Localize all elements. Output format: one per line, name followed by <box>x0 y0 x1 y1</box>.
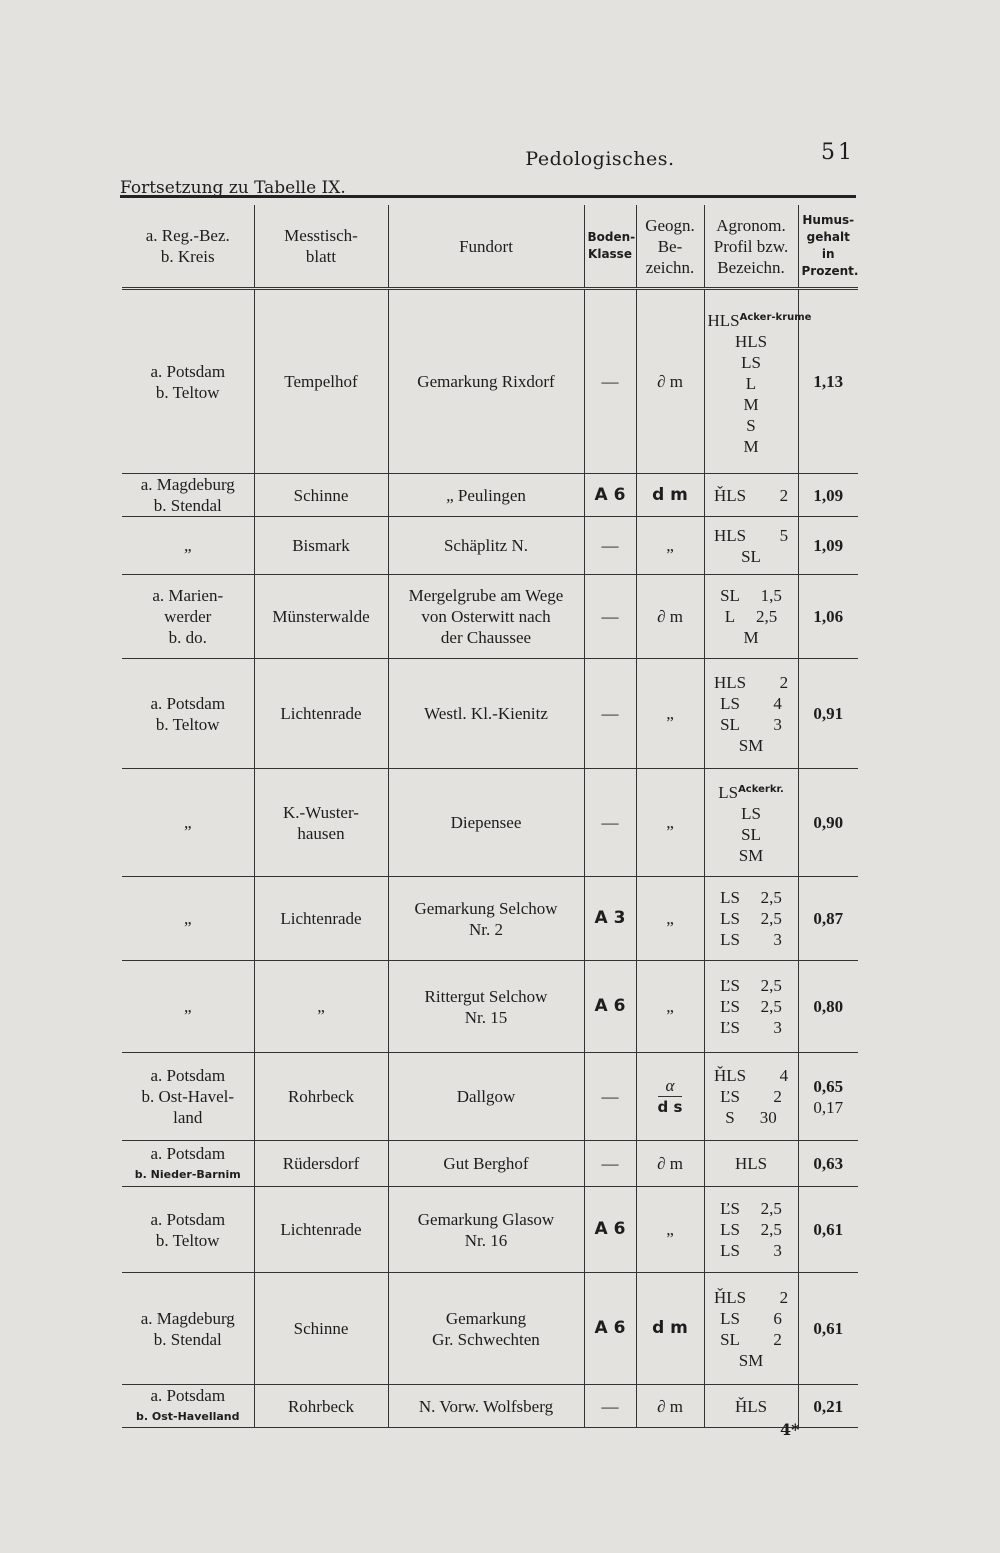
fundort-line: „ Peulingen <box>446 485 526 505</box>
humus-value: 1,13 <box>813 372 844 391</box>
messtisch-line: Schinne <box>293 485 349 505</box>
profil-symbol: ĽS <box>720 1018 740 1037</box>
humus-cell <box>798 877 858 961</box>
profil-symbol: SM <box>738 735 764 755</box>
boden-cell: A 6 <box>584 474 636 517</box>
profil-symbol: SM <box>738 1350 764 1370</box>
profil-cell <box>704 659 798 769</box>
profil-symbol: LS <box>720 888 740 907</box>
humus-value: 1,09 <box>813 485 844 505</box>
profil-symbol: ĽS <box>720 976 740 995</box>
messtisch-line: Bismark <box>292 536 350 555</box>
profil-cell <box>704 1141 798 1187</box>
profil-layer <box>708 1086 795 1107</box>
fundort-cell <box>388 1273 584 1385</box>
messtisch-line: Schinne <box>293 1319 349 1338</box>
profil-layer <box>708 845 795 866</box>
boden-cell: — <box>584 1141 636 1187</box>
profil-symbol: S <box>725 1108 735 1127</box>
profil-symbol: LS <box>741 804 761 823</box>
table-row <box>122 575 858 659</box>
humus-cell <box>798 1053 858 1141</box>
profil-cell <box>704 575 798 659</box>
profil-cell <box>704 474 798 517</box>
profil-symbol: HLS <box>713 525 747 545</box>
messtisch-cell <box>254 517 388 575</box>
table-body <box>122 289 858 1428</box>
profil-depth: 3 <box>773 1241 782 1260</box>
profil-cell <box>704 1187 798 1273</box>
geogn-numerator: α <box>658 1076 683 1097</box>
humus-cell <box>798 575 858 659</box>
messtisch-line: „ <box>317 997 325 1016</box>
kreis-line: b. Teltow <box>155 714 220 734</box>
profil-depth: 1,5 <box>760 586 782 605</box>
boden-cell: — <box>584 575 636 659</box>
humus-cell <box>798 1273 858 1385</box>
kreis-cell <box>122 1187 254 1273</box>
profil-layer <box>708 331 795 352</box>
profil-layer <box>708 824 795 845</box>
page-header <box>120 140 860 200</box>
page-number: 51 <box>821 140 855 165</box>
profil-cell <box>704 1053 798 1141</box>
profil-depth: 2,5 <box>760 997 782 1016</box>
fundort-cell <box>388 1141 584 1187</box>
profil-depth: 2 <box>773 1329 782 1349</box>
profil-layer <box>708 975 795 996</box>
profil-depth: 4 <box>779 1066 789 1085</box>
fundort-cell <box>388 575 584 659</box>
fundort-line: Diepensee <box>450 813 522 832</box>
geogn-cell: ∂ m <box>636 575 704 659</box>
table-row <box>122 1141 858 1187</box>
fundort-line: Gemarkung Glasow <box>417 1209 555 1229</box>
messtisch-cell <box>254 659 388 769</box>
kreis-cell <box>122 1053 254 1141</box>
profil-layer <box>708 1287 795 1308</box>
geogn-cell: „ <box>636 1187 704 1273</box>
col-geogn-header: Geogn. Be- zeichn. <box>636 205 704 289</box>
table-row <box>122 289 858 474</box>
geogn-cell: ∂ m <box>636 1141 704 1187</box>
humus-cell <box>798 1385 858 1428</box>
kreis-line: a. Potsdam <box>150 1066 226 1085</box>
humus-value: 0,21 <box>813 1396 844 1416</box>
profil-symbol: SL <box>720 714 740 734</box>
boden-cell: A 3 <box>584 877 636 961</box>
profil-cell <box>704 517 798 575</box>
humus-value: 0,80 <box>813 997 844 1016</box>
messtisch-cell <box>254 1273 388 1385</box>
geogn-cell: „ <box>636 961 704 1053</box>
fundort-line: Nr. 15 <box>464 1007 508 1027</box>
profil-symbol: ĽS <box>720 997 740 1016</box>
running-head: Pedologisches. <box>525 148 675 170</box>
profil-depth: 3 <box>773 1018 782 1037</box>
profil-layer <box>707 307 812 331</box>
messtisch-line: Lichtenrade <box>280 704 362 723</box>
profil-layer <box>708 394 795 415</box>
boden-cell: — <box>584 517 636 575</box>
profil-depth: 5 <box>779 525 789 545</box>
table-row <box>122 474 858 517</box>
profil-depth: 3 <box>773 930 782 949</box>
fundort-line: Schäplitz N. <box>443 536 529 555</box>
geogn-cell: ∂ m <box>636 289 704 474</box>
humus-cell <box>798 1187 858 1273</box>
profil-symbol: ĽS <box>720 1087 740 1106</box>
profil-layer <box>708 1153 795 1174</box>
profil-layer <box>708 436 795 457</box>
profil-layer <box>708 352 795 373</box>
profil-depth: 2,5 <box>760 1220 782 1239</box>
geogn-fraction <box>658 1076 683 1117</box>
geogn-cell: „ <box>636 517 704 575</box>
profil-layer <box>708 1198 795 1219</box>
humus-cell <box>798 659 858 769</box>
profil-symbol: HLS <box>707 310 740 330</box>
fundort-cell <box>388 769 584 877</box>
messtisch-cell <box>254 1053 388 1141</box>
messtisch-line: Lichtenrade <box>280 909 362 928</box>
col-fundort-header: Fundort <box>388 205 584 289</box>
table-row <box>122 1187 858 1273</box>
profil-symbol: LS <box>720 1220 740 1239</box>
profil-symbol: HLS <box>734 331 768 351</box>
profil-symbol: ȞLS <box>734 1396 768 1416</box>
profil-depth: 2 <box>779 485 789 505</box>
boden-cell: — <box>584 289 636 474</box>
profil-depth: 2,5 <box>755 607 778 626</box>
profil-layer <box>708 908 795 929</box>
kreis-line: „ <box>183 997 192 1016</box>
fundort-line: Westl. Kl.-Kienitz <box>424 704 548 723</box>
kreis-line: a. Potsdam <box>150 693 226 713</box>
kreis-line: „ <box>183 909 192 928</box>
profil-symbol: LS <box>720 693 740 713</box>
kreis-line: land <box>173 1108 203 1127</box>
profil-cell <box>704 769 798 877</box>
profil-depth: 2 <box>779 1287 789 1307</box>
fundort-line: Gemarkung <box>445 1308 527 1328</box>
humus-value: 1,09 <box>813 536 844 555</box>
boden-cell: A 6 <box>584 1273 636 1385</box>
profil-layer <box>708 485 795 506</box>
kreis-line: a. Potsdam <box>150 1386 226 1405</box>
kreis-cell <box>122 769 254 877</box>
kreis-line: werder <box>164 607 212 626</box>
profil-depth: 4 <box>773 693 782 713</box>
messtisch-cell <box>254 769 388 877</box>
fundort-cell <box>388 517 584 575</box>
messtisch-cell <box>254 1141 388 1187</box>
col-humus-header: Humus- gehalt in Prozent. <box>798 205 858 289</box>
profil-symbol: LS <box>720 909 740 928</box>
fundort-line: Nr. 16 <box>464 1230 508 1250</box>
humus-cell <box>798 769 858 877</box>
messtisch-line: Tempelhof <box>284 372 358 391</box>
profil-layer <box>708 1308 795 1329</box>
messtisch-line: K.-Wuster- <box>283 802 359 822</box>
fundort-line: Gemarkung Selchow <box>414 898 558 918</box>
profil-symbol: M <box>743 394 759 414</box>
profil-depth: 2 <box>773 1087 782 1106</box>
messtisch-cell <box>254 1385 388 1428</box>
profil-layer <box>708 672 795 693</box>
fundort-line: Nr. 2 <box>469 919 503 939</box>
profil-symbol: HLS <box>713 672 747 692</box>
table-row <box>122 1273 858 1385</box>
humus-cell <box>798 517 858 575</box>
profil-symbol: ĽS <box>720 1199 740 1218</box>
table-row <box>122 659 858 769</box>
profil-depth: 30 <box>759 1108 777 1127</box>
kreis-line: a. Potsdam <box>150 1143 226 1163</box>
profil-symbol: L <box>745 373 757 393</box>
boden-cell: — <box>584 769 636 877</box>
kreis-cell <box>122 659 254 769</box>
humus-cell <box>798 1141 858 1187</box>
profil-symbol: HLS <box>734 1154 768 1173</box>
kreis-line: b. Teltow <box>155 1230 220 1250</box>
messtisch-line: hausen <box>297 823 345 843</box>
profil-layer <box>708 1329 795 1350</box>
profil-layer <box>708 1396 795 1417</box>
profil-layer <box>708 803 795 824</box>
profil-layer <box>708 1065 795 1086</box>
messtisch-cell <box>254 474 388 517</box>
kreis-line: b. Nieder-Barnim <box>134 1167 241 1181</box>
humus-value: 0,61 <box>813 1220 844 1239</box>
profil-depth: 2,5 <box>760 976 782 995</box>
messtisch-cell <box>254 289 388 474</box>
boden-cell: — <box>584 1385 636 1428</box>
fundort-cell <box>388 1053 584 1141</box>
kreis-cell <box>122 289 254 474</box>
profil-layer <box>708 887 795 908</box>
profil-layer <box>708 525 795 546</box>
geogn-cell: ∂ m <box>636 1385 704 1428</box>
kreis-line: a. Marien- <box>152 586 224 605</box>
humus-value: 0,17 <box>813 1097 844 1117</box>
kreis-cell <box>122 877 254 961</box>
profil-layer <box>708 1350 795 1371</box>
profil-symbol: SL <box>741 825 761 844</box>
boden-cell: A 6 <box>584 961 636 1053</box>
profil-layer <box>708 373 795 394</box>
table-row <box>122 877 858 961</box>
table-header-row <box>122 205 858 289</box>
fundort-line: von Osterwitt nach <box>421 607 551 626</box>
profil-layer <box>708 1107 795 1128</box>
boden-cell: — <box>584 659 636 769</box>
profil-symbol: LS <box>720 1241 740 1260</box>
profil-symbol: LS <box>720 930 740 949</box>
kreis-cell <box>122 1141 254 1187</box>
kreis-cell <box>122 575 254 659</box>
humus-cell <box>798 961 858 1053</box>
kreis-line: „ <box>183 536 192 555</box>
table-row <box>122 517 858 575</box>
profil-cell <box>704 1273 798 1385</box>
table-row <box>122 961 858 1053</box>
fundort-line: Gemarkung Rixdorf <box>417 372 555 391</box>
profil-symbol: SM <box>738 846 764 865</box>
profil-cell <box>704 877 798 961</box>
kreis-line: b. Stendal <box>153 1329 222 1349</box>
kreis-line: a. Magdeburg <box>140 475 235 494</box>
fundort-line: Rittergut Selchow <box>424 986 548 1006</box>
humus-value: 0,61 <box>813 1319 844 1338</box>
messtisch-line: Rohrbeck <box>287 1396 355 1416</box>
fundort-cell <box>388 1187 584 1273</box>
profil-layer <box>708 1240 795 1261</box>
messtisch-line: Münsterwalde <box>272 607 370 626</box>
profil-layer <box>708 585 795 606</box>
kreis-line: a. Potsdam <box>150 361 226 381</box>
profil-symbol: M <box>743 628 759 647</box>
messtisch-cell <box>254 877 388 961</box>
messtisch-line: Rüdersdorf <box>282 1154 360 1173</box>
messtisch-cell <box>254 575 388 659</box>
profil-depth: 2,5 <box>760 888 782 907</box>
geogn-cell: d m <box>636 474 704 517</box>
geogn-denominator: d s <box>657 1098 683 1116</box>
profil-layer <box>708 606 795 627</box>
profil-layer <box>708 693 795 714</box>
kreis-line: b. do. <box>168 628 207 647</box>
profil-symbol: ȞLS <box>713 1287 747 1307</box>
kreis-line: a. Potsdam <box>150 1209 226 1229</box>
boden-cell: — <box>584 1053 636 1141</box>
profil-layer <box>708 1017 795 1038</box>
humus-cell <box>798 474 858 517</box>
profil-layer <box>708 714 795 735</box>
profil-depth: 3 <box>773 714 782 734</box>
profil-depth: 6 <box>773 1308 782 1328</box>
humus-value: 0,87 <box>813 909 844 928</box>
kreis-line: b. Ost-Havel- <box>141 1087 235 1106</box>
messtisch-line: Rohrbeck <box>287 1087 355 1106</box>
fundort-cell <box>388 289 584 474</box>
profil-layer <box>708 627 795 648</box>
top-rule <box>120 195 856 198</box>
profil-symbol: L <box>724 607 736 626</box>
profil-cell <box>704 289 812 474</box>
geogn-cell <box>636 1053 704 1141</box>
fundort-cell <box>388 659 584 769</box>
profil-cell <box>704 961 798 1053</box>
profil-symbol: SL <box>741 546 761 566</box>
kreis-line: a. Magdeburg <box>140 1308 235 1328</box>
geogn-cell: „ <box>636 659 704 769</box>
profil-layer <box>708 546 795 567</box>
profil-note: Ackerkr. <box>738 784 784 795</box>
kreis-cell <box>122 1273 254 1385</box>
col-kreis-header: a. Reg.-Bez. b. Kreis <box>122 205 254 289</box>
messtisch-cell <box>254 1187 388 1273</box>
profil-symbol: M <box>743 436 759 456</box>
table-row <box>122 769 858 877</box>
kreis-line: „ <box>183 813 192 832</box>
profil-symbol: ȞLS <box>713 485 747 505</box>
table-continuation-label: Fortsetzung zu Tabelle IX. <box>120 178 346 198</box>
col-boden-header: Boden- Klasse <box>584 205 636 289</box>
profil-layer <box>708 735 795 756</box>
profil-layer <box>708 779 795 803</box>
table-row <box>122 1385 858 1428</box>
kreis-cell <box>122 961 254 1053</box>
fundort-line: der Chaussee <box>440 628 532 647</box>
humus-value: 1,06 <box>813 607 844 626</box>
geogn-cell: „ <box>636 877 704 961</box>
fundort-line: Mergelgrube am Wege <box>408 586 564 605</box>
profil-layer <box>708 1219 795 1240</box>
profil-depth: 2,5 <box>760 909 782 928</box>
profil-depth: 2 <box>779 672 789 692</box>
col-messtisch-header: Messtisch- blatt <box>254 205 388 289</box>
profil-symbol: LS <box>741 352 761 372</box>
profil-symbol: SL <box>720 1329 740 1349</box>
profil-symbol: LS <box>718 783 739 802</box>
fundort-cell <box>388 474 584 517</box>
profil-symbol: SL <box>720 586 740 605</box>
kreis-cell <box>122 517 254 575</box>
kreis-line: b. Teltow <box>155 382 220 402</box>
fundort-line: Gr. Schwechten <box>432 1329 540 1349</box>
table-row <box>122 1053 858 1141</box>
kreis-line: b. Stendal <box>153 496 222 515</box>
profil-symbol: S <box>746 415 756 435</box>
messtisch-line: Lichtenrade <box>280 1220 362 1239</box>
col-agronom-header: Agronom. Profil bzw. Bezeichn. <box>704 205 798 289</box>
geogn-cell: „ <box>636 769 704 877</box>
fundort-cell <box>388 961 584 1053</box>
kreis-cell <box>122 1385 254 1428</box>
signature-mark: 4* <box>780 1420 800 1439</box>
fundort-line: Dallgow <box>456 1087 516 1106</box>
humus-value: 0,90 <box>813 813 844 832</box>
profil-layer <box>708 415 795 436</box>
geogn-cell: d m <box>636 1273 704 1385</box>
boden-cell: A 6 <box>584 1187 636 1273</box>
profil-note: Acker-krume <box>739 311 812 323</box>
profil-layer <box>708 929 795 950</box>
humus-value: 0,65 <box>813 1076 844 1096</box>
profil-layer <box>708 996 795 1017</box>
profil-depth: 2,5 <box>760 1199 782 1218</box>
profil-symbol: LS <box>720 1308 740 1328</box>
kreis-cell <box>122 474 254 517</box>
humus-value: 0,63 <box>813 1154 844 1173</box>
fundort-cell <box>388 877 584 961</box>
profil-symbol: ȞLS <box>713 1066 747 1085</box>
soil-table <box>122 205 858 1428</box>
fundort-cell <box>388 1385 584 1428</box>
humus-value: 0,91 <box>813 704 844 723</box>
fundort-line: Gut Berghof <box>443 1154 529 1173</box>
messtisch-cell <box>254 961 388 1053</box>
kreis-line: b. Ost-Havelland <box>135 1410 240 1423</box>
fundort-line: N. Vorw. Wolfsberg <box>418 1396 554 1416</box>
